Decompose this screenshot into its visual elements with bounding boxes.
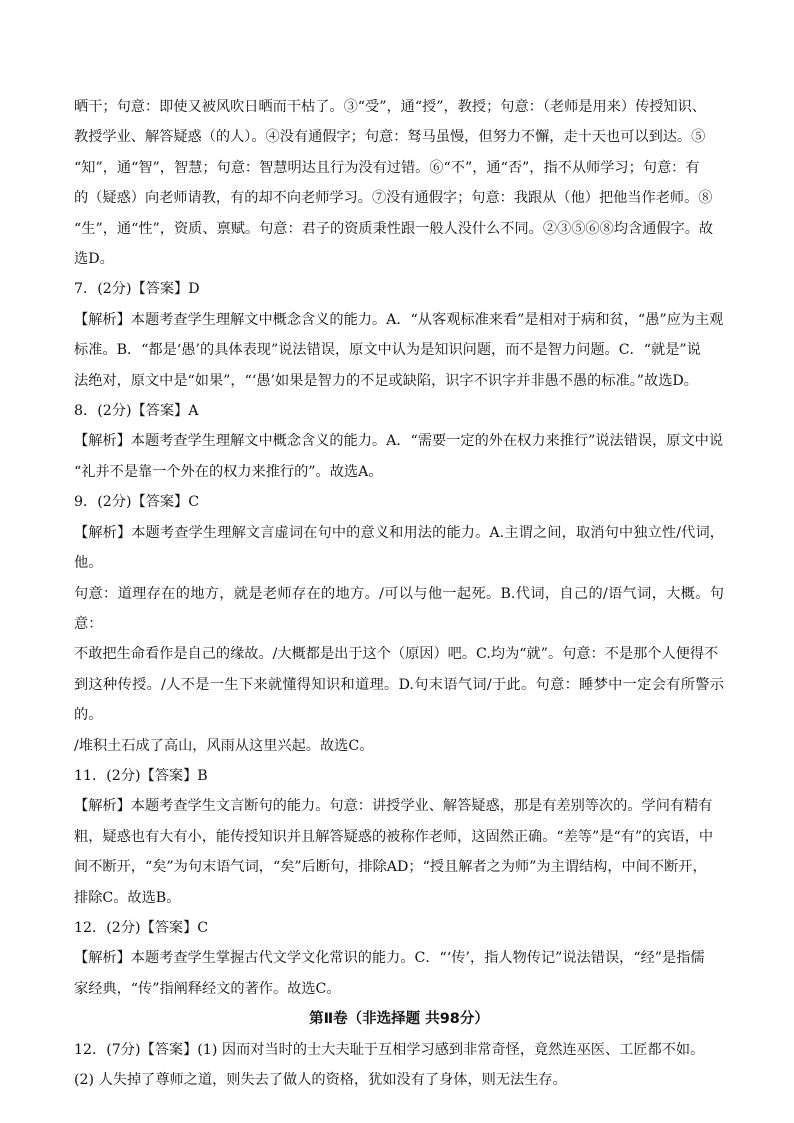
answer-line-q8: 8．(2分)【答案】A <box>74 403 199 420</box>
analysis-line: “生”，通“性”，资质、禀赋。句意：君子的资质秉性跟一般人没什么不同。②③⑤⑥⑧均含通假字。故 <box>74 220 714 237</box>
analysis-line: “礼并不是靠一个外在的权力来推行的”。故选A。 <box>74 463 383 480</box>
analysis-line: 选D。 <box>74 251 114 268</box>
analysis-line: “知”，通“智”，智慧；句意：智慧明达且行为没有过错。⑥“不”，通“否”，指不从师学习；句意：有 <box>74 159 700 176</box>
analysis-line: 【解析】本题考查学生掌握古代文学文化常识的能力。C．“‘传’，指人物传记”说法错误，“经”是指儒 <box>74 950 705 967</box>
answer-line-q11: 11．(2分)【答案】B <box>74 767 208 784</box>
analysis-line: 到这种传授。/人不是一生下来就懂得知识和道理。D.句末语气词/于此。句意：睡梦中一定会有所警示的。 <box>74 676 724 724</box>
answer-line-q12: 12．(2分)【答案】C <box>74 919 209 936</box>
answer-line: (2) 人失掉了尊师之道，则失去了做人的资格，犹如没有了身体，则无法生存。 <box>74 1072 567 1088</box>
analysis-line: 句意：道理存在的地方，就是老师存在的地方。/可以与他一起死。B.代词，自己的/语气词，大概。句意： <box>74 585 724 632</box>
analysis-line: 教授学业、解答疑惑（的人）。④没有通假字；句意：驽马虽慢，但努力不懈，走十天也可以到达。⑤ <box>74 129 706 146</box>
analysis-line: /堆积土石成了高山，风雨从这里兴起。故选C。 <box>74 737 374 754</box>
document-page <box>74 92 724 1095</box>
analysis-line: 【解析】本题考查学生理解文中概念含义的能力。A．“需要一定的外在权力来推行”说法错误，原文中说 <box>74 433 724 450</box>
analysis-line: 【解析】本题考查学生理解文中概念含义的能力。A．“从客观标准来看”是相对于病和贫，“愚”应为主观 <box>74 311 724 328</box>
analysis-line: 标准。B．“都是‘愚’的具体表现”说法错误，原文中认为是知识问题，而不是智力问题。C．“就是”说 <box>74 342 701 359</box>
analysis-line: 粗，疑惑也有大有小，能传授知识并且解答疑惑的被称作老师，这固然正确。“差等”是“有”的宾语，中 <box>74 828 714 845</box>
analysis-line: 家经典，“传”指阐释经文的著作。故选C。 <box>74 980 341 997</box>
section-title: 第Ⅱ卷（非选择题 共98分） <box>309 1011 489 1028</box>
answer-line-q12-part2: 12．(7分)【答案】(1) 因而对当时的士大夫耻于互相学习感到非常奇怪，竟然连巫医、工匠都不如。 <box>74 1041 705 1058</box>
analysis-line: 【解析】本题考查学生理解文言虚词在句中的意义和用法的能力。A.主谓之间，取消句中独立性/代词，他。 <box>74 524 724 572</box>
answer-line-q7: 7．(2分)【答案】D <box>74 281 200 298</box>
analysis-line: 的（疑惑）向老师请教，有的却不向老师学习。⑦没有通假字；句意：我跟从（他）把他当作老师。⑧ <box>74 190 713 207</box>
analysis-line: 法绝对，原文中是“如果”，“‘愚’如果是智力的不足或缺陷，识字不识字并非愚不愚的标准。”故选D。 <box>74 372 698 389</box>
analysis-line: 晒干；句意：即使又被风吹日晒而干枯了。③“受”，通“授”，教授；句意：（老师是用来）传授知识、 <box>74 99 706 115</box>
analysis-line: 排除C。故选B。 <box>74 889 181 906</box>
analysis-line: 间不断开，“矣”为句末语气词，“矣”后断句，排除AD；“授且解者之为师”为主谓结构，中间不断开， <box>74 859 707 876</box>
analysis-line: 【解析】本题考查学生文言断句的能力。句意：讲授学业、解答疑惑，那是有差别等次的。学问有精有 <box>74 798 713 815</box>
answer-line-q9: 9．(2分)【答案】C <box>74 494 200 511</box>
analysis-line: 不敢把生命看作是自己的缘故。/大概都是出于这个（原因）吧。C.均为“就”。句意：不是那个人便得不 <box>74 646 719 663</box>
